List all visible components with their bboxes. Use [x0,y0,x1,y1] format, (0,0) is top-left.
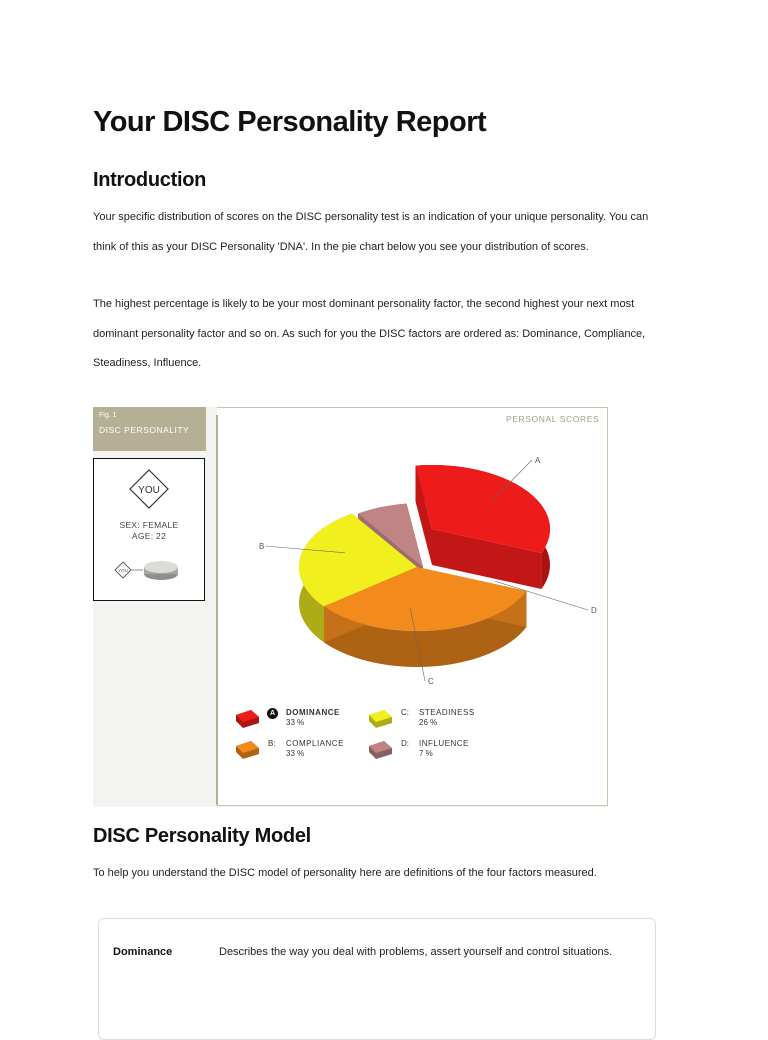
legend-swatch-a [233,707,261,729]
definition-term: Dominance [113,946,173,958]
legend-letter-badge-a: A [267,708,278,719]
slice-letter-d: D [591,606,597,615]
age-label: AGE: 22 [131,531,167,541]
legend-value-c: 26 % [419,718,438,727]
model-intro: To help you understand the DISC model of personality here are definitions of the four factors measured. [93,867,597,879]
slice-letter-c: C [428,677,434,686]
profile-box [93,458,205,601]
definition-text: Describes the way you deal with problems, assert yourself and control situations. [219,946,613,958]
page-title: Your DISC Personality Report [93,106,487,138]
slice-letter-a: A [535,456,541,465]
legend-value-a: 33 % [286,718,305,727]
model-heading: DISC Personality Model [93,825,311,847]
figure-tag [93,407,206,451]
you-label: YOU [138,485,160,496]
legend-letter-c: C: [401,708,409,717]
legend-label-c: STEADINESS [419,708,475,717]
legend-swatch-b [233,738,261,760]
legend-label-d: INFLUENCE [419,739,469,748]
legend-letter-d: D: [401,739,409,748]
intro-heading: Introduction [93,169,207,191]
legend-value-b: 33 % [286,749,305,758]
figure-number: Fig. 1 [99,412,117,419]
slice-letter-b: B [259,542,265,551]
intro-paragraph-2: The highest percentage is likely to be your most dominant personality factor, the second highest your next most dominant personality factor and so on. As such for you the DISC factors are ordered as: Dominance, Compliance, Steadiness, Influence. [93,298,646,369]
sex-label: SEX: FEMALE [119,520,179,530]
legend-swatch-d [366,738,394,760]
definition-card [98,918,656,1040]
pie-chart [217,407,607,707]
small-you-label: YOU [118,568,128,573]
legend-label-a: DOMINANCE [286,708,340,717]
chart-header: PERSONAL SCORES [506,414,600,424]
figure-name: DISC PERSONALITY [99,425,190,435]
legend-swatch-c [366,707,394,729]
legend-label-b: COMPLIANCE [286,739,344,748]
legend-letter-b: B: [268,739,276,748]
legend-value-d: 7 % [419,749,433,758]
intro-paragraph-1: Your specific distribution of scores on the DISC personality test is an indication of your unique personality. You can think of this as your DISC Personality 'DNA'. In the pie chart below you see your distribution of scores. [93,211,649,253]
